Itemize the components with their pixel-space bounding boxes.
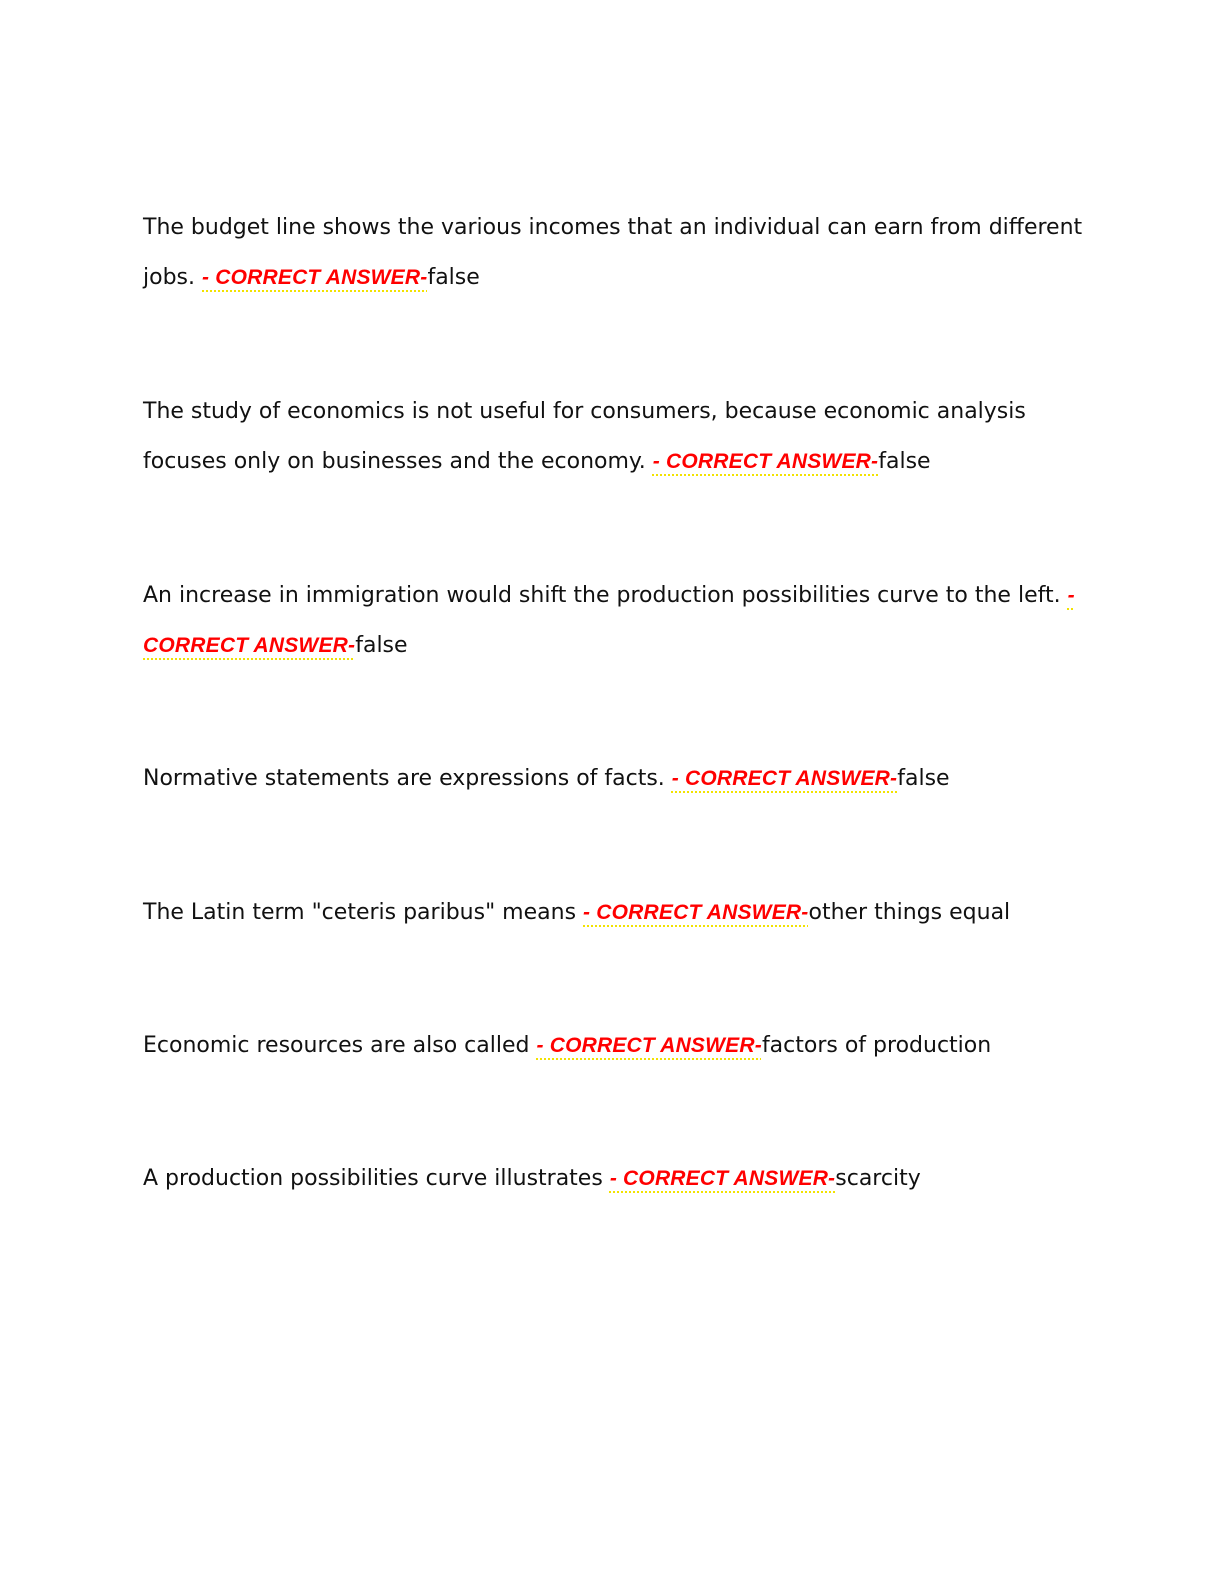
correct-answer-marker: - CORRECT ANSWER- [583, 901, 809, 924]
correct-answer-marker: - CORRECT ANSWER- [202, 266, 428, 289]
qa-item [143, 387, 1083, 487]
qa-item [143, 1154, 1083, 1204]
question-text: An increase in immigration would shift the production possibilities curve to the left. [143, 583, 1068, 608]
question-text: Economic resources are also called [143, 1033, 537, 1058]
question-text: The study of economics is not useful for consumers, because economic analysis focuses only on businesses and the economy. [143, 399, 1026, 474]
answer-text: false [878, 449, 931, 474]
correct-answer-marker: - CORRECT ANSWER- [536, 1034, 762, 1057]
answer-text: other things equal [808, 900, 1011, 925]
qa-item [143, 571, 1083, 671]
qa-item [143, 203, 1083, 303]
qa-item [143, 1021, 1083, 1071]
correct-answer-marker: - CORRECT ANSWER- [609, 1167, 836, 1190]
correct-answer-marker: - CORRECT ANSWER- [652, 450, 879, 473]
question-text: Normative statements are expressions of facts. [143, 766, 672, 791]
correct-answer-marker: - CORRECT ANSWER- [143, 584, 1075, 657]
answer-text: false [427, 265, 480, 290]
qa-item [143, 888, 1083, 938]
question-text: A production possibilities curve illustrates [143, 1166, 610, 1191]
answer-text: scarcity [835, 1166, 921, 1191]
question-text: The Latin term "ceteris paribus" means [143, 900, 584, 925]
correct-answer-marker: - CORRECT ANSWER- [671, 767, 898, 790]
answer-text: false [897, 766, 950, 791]
question-text: The budget line shows the various incomes that an individual can earn from different jobs. [143, 215, 1083, 290]
answer-text: factors of production [761, 1033, 992, 1058]
qa-item [143, 754, 1083, 804]
answer-text: false [355, 633, 408, 658]
